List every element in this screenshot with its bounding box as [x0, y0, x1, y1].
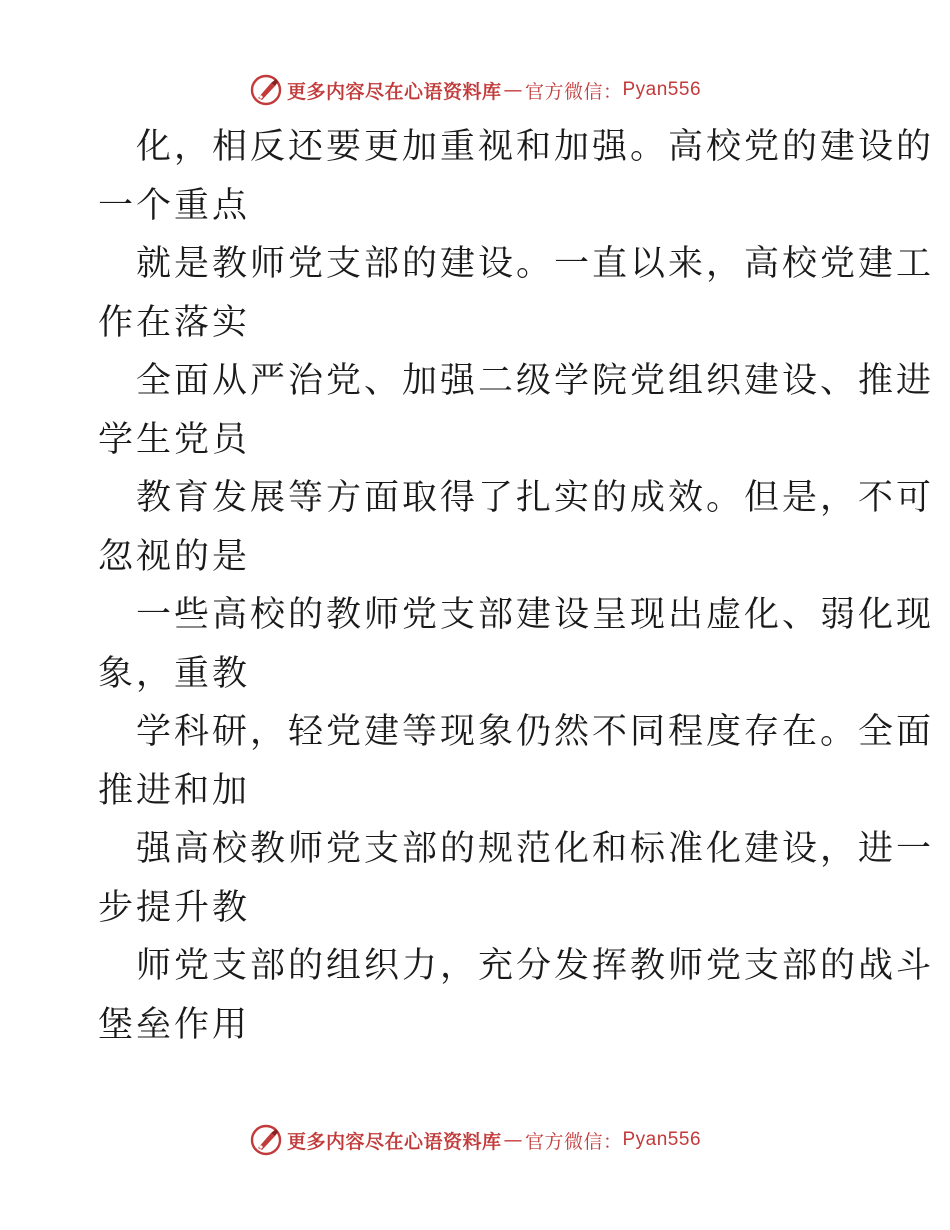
banner-lead-text: 更多内容尽在心语资料库	[286, 80, 502, 103]
paragraph-first-line: 一些高校的教师党支部建设呈现出虚化、弱化现	[136, 595, 935, 635]
paragraph	[98, 118, 935, 235]
pen-nib-logo-icon	[249, 73, 283, 107]
paragraph-first-line: 师党支部的组织力，充分发挥教师党支部的战斗	[136, 946, 935, 986]
paragraph	[98, 469, 935, 586]
header-banner	[0, 70, 950, 110]
paragraph-continuation: 步提升教	[98, 887, 251, 928]
paragraph-continuation: 一个重点	[98, 185, 251, 226]
paragraph	[98, 937, 935, 1054]
paragraph	[98, 820, 935, 937]
footer-banner	[0, 1120, 950, 1160]
paragraph	[98, 703, 935, 820]
paragraph-continuation: 忽视的是	[98, 536, 251, 577]
paragraph	[98, 235, 935, 352]
banner-dash: —	[503, 1129, 523, 1151]
paragraph-continuation: 推进和加	[98, 770, 251, 811]
banner-wechat-handle: Pyan556	[622, 1129, 702, 1150]
paragraph-continuation: 学生党员	[98, 419, 251, 460]
banner-wechat-label: 官方微信：	[524, 80, 623, 103]
banner-dash: —	[503, 79, 523, 101]
paragraph	[98, 586, 935, 703]
paragraph-continuation: 堡垒作用	[98, 1004, 251, 1045]
banner-wechat-label: 官方微信：	[524, 1130, 623, 1153]
paragraph-first-line: 全面从严治党、加强二级学院党组织建设、推进	[136, 361, 935, 401]
paragraph	[98, 352, 935, 469]
banner-wechat-handle: Pyan556	[622, 79, 702, 100]
paragraph-first-line: 学科研，轻党建等现象仍然不同程度存在。全面	[136, 712, 935, 752]
document-body	[98, 118, 935, 1054]
paragraph-first-line: 化，相反还要更加重视和加强。高校党的建设的	[136, 127, 935, 167]
paragraph-first-line: 就是教师党支部的建设。一直以来，高校党建工	[136, 244, 935, 284]
paragraph-first-line: 强高校教师党支部的规范化和标准化建设，进一	[136, 829, 935, 869]
paragraph-first-line: 教育发展等方面取得了扎实的成效。但是，不可	[136, 478, 935, 518]
banner-lead-text: 更多内容尽在心语资料库	[286, 1130, 502, 1153]
paragraph-continuation: 作在落实	[98, 302, 251, 343]
pen-nib-logo-icon	[249, 1123, 283, 1157]
paragraph-continuation: 象，重教	[98, 653, 251, 694]
